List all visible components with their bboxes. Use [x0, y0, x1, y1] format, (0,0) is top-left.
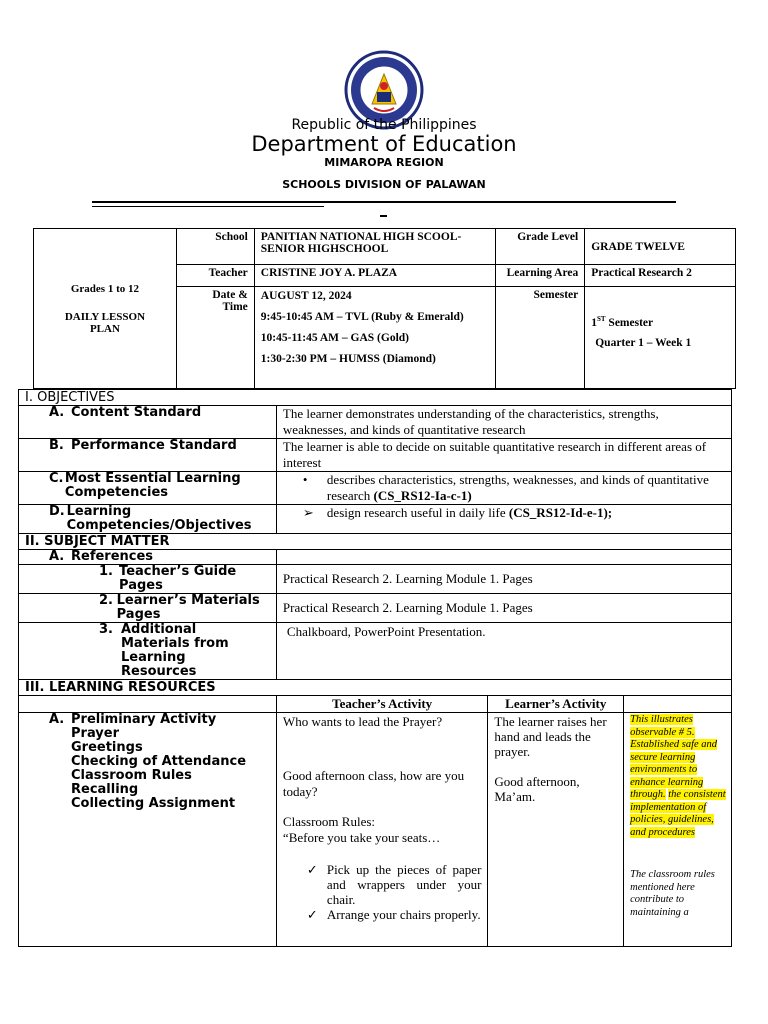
- teacher-rules-title: Classroom Rules:: [282, 814, 376, 829]
- objectives-heading: I. OBJECTIVES: [19, 390, 732, 406]
- division-line: SCHOOLS DIVISION OF PALAWAN: [282, 178, 486, 191]
- plan-type-label: DAILY LESSON PLAN: [64, 310, 146, 335]
- semester-label: Semester: [496, 287, 585, 389]
- rule-item: ✓ Pick up the pieces of paper and wrappers under your chair.: [306, 862, 482, 907]
- grade-level-label: Grade Level: [496, 229, 585, 265]
- rule-item: ✓ Arrange your chairs properly.: [306, 907, 481, 922]
- preliminary-item: Collecting Assignment: [71, 796, 236, 811]
- melc-label: C. Most Essential Learning Competencies: [19, 472, 277, 505]
- teacher-prayer: Who wants to lead the Prayer?: [282, 714, 443, 729]
- country-line: Republic of the Philippines: [291, 117, 477, 133]
- check-icon: ✓: [306, 862, 318, 877]
- tg-value: Practical Research 2. Learning Module 1. Pages: [276, 565, 731, 594]
- am-label: 3. Additional Materials from Learning Resources: [19, 623, 277, 680]
- semester-value: [585, 287, 736, 389]
- melc-value: • describes characteristics, strengths, weaknesses, and kinds of quantitative research (CS_RS12-Ia-c-1): [276, 472, 731, 505]
- note-plain: The classroom rules mentioned here contribute to maintaining a: [630, 869, 715, 918]
- content-standard-value: The learner demonstrates understanding of the characteristics, strengths, weaknesses, and kinds of quantitative research: [276, 406, 731, 439]
- time-slot: 9:45-10:45 AM – TVL (Ruby & Emerald): [260, 311, 464, 323]
- header-rule: [92, 201, 676, 203]
- teacher-greeting: Good afternoon class, how are you today?: [282, 768, 465, 799]
- grades-label: Grades 1 to 12: [70, 282, 139, 295]
- observation-note-cell: [624, 713, 732, 947]
- notes-header-blank: [624, 696, 732, 713]
- teacher-value: CRISTINE JOY A. PLAZA: [254, 265, 496, 287]
- datetime-label: Date & Time: [176, 287, 254, 389]
- date-text: AUGUST 12, 2024: [260, 290, 352, 302]
- time-slot: 1:30-2:30 PM – HUMSS (Diamond): [260, 353, 436, 365]
- semester-text: 1ST Semester: [591, 315, 654, 329]
- header-dash: [380, 215, 387, 217]
- teacher-activity-cell: [276, 713, 488, 947]
- preliminary-item: Classroom Rules: [71, 768, 192, 783]
- check-icon: ✓: [306, 907, 318, 922]
- lesson-info-table: [33, 228, 736, 389]
- quarter-text: Quarter 1 – Week 1: [595, 336, 692, 349]
- department-title: Department of Education: [251, 132, 517, 156]
- references-value: [276, 550, 731, 565]
- lc-value: ➢ design research useful in daily life (CS_RS12-Id-e-1);: [276, 505, 731, 534]
- time-slot: 10:45-11:45 AM – GAS (Gold): [260, 332, 410, 344]
- lm-label: 2. Learner’s Materials Pages: [19, 594, 277, 623]
- subject-matter-heading: II. SUBJECT MATTER: [19, 534, 732, 550]
- grades-cell: [34, 229, 177, 389]
- preliminary-items: [49, 727, 270, 811]
- preliminary-item: Prayer: [71, 726, 120, 741]
- region-line: MIMAROPA REGION: [324, 156, 444, 169]
- preliminary-cell: A. Preliminary Activity Prayer Greetings Checking of Attendance Classroom Rules Recalling Collecting Assignment: [19, 713, 277, 947]
- learner-activity-cell: [488, 713, 624, 947]
- teacher-rules-quote: “Before you take your seats…: [282, 830, 441, 845]
- performance-standard-value: The learner is able to decide on suitable quantitative research in different areas of interest: [276, 439, 731, 472]
- bullet-icon: •: [302, 472, 308, 487]
- learner-activity-header: Learner’s Activity: [488, 696, 624, 713]
- preliminary-item: Checking of Attendance: [71, 754, 247, 769]
- header-rule-thin: [92, 206, 324, 207]
- school-value: PANITIAN NATIONAL HIGH SCOOL-SENIOR HIGHSCHOOL: [254, 229, 496, 265]
- rules-list: [283, 862, 482, 922]
- activity-header-blank: [19, 696, 277, 713]
- references-label: A. References: [19, 550, 277, 565]
- preliminary-item: Recalling: [71, 782, 139, 797]
- learner-greeting: Good afternoon, Ma’am.: [494, 774, 580, 804]
- teacher-activity-header: Teacher’s Activity: [276, 696, 488, 713]
- learning-resources-heading: III. LEARNING RESOURCES: [19, 680, 732, 696]
- lm-value: Practical Research 2. Learning Module 1. Pages: [276, 594, 731, 623]
- grade-level-value: GRADE TWELVE: [585, 229, 736, 265]
- performance-standard-label: B. Performance Standard: [19, 439, 277, 472]
- datetime-value: [254, 287, 496, 389]
- note-highlight: the consistent implementation of policies, guidelines, and procedures: [630, 789, 726, 838]
- learning-area-value: Practical Research 2: [585, 265, 736, 287]
- lesson-plan-table: [18, 389, 732, 947]
- arrow-bullet-icon: ➢: [302, 505, 314, 520]
- school-label: School: [176, 229, 254, 265]
- learner-prayer: The learner raises her hand and leads the prayer.: [494, 714, 607, 759]
- lc-label: D. Learning Competencies/Objectives: [19, 505, 277, 534]
- content-standard-label: A. Content Standard: [19, 406, 277, 439]
- learning-area-label: Learning Area: [496, 265, 585, 287]
- preliminary-item: Greetings: [71, 740, 143, 755]
- tg-label: 1. Teacher’s Guide Pages: [19, 565, 277, 594]
- teacher-label: Teacher: [176, 265, 254, 287]
- am-value: Chalkboard, PowerPoint Presentation.: [276, 623, 731, 680]
- note-highlight: This illustrates observable # 5. Established safe and secure learning environments to enhance learning through.: [630, 714, 718, 800]
